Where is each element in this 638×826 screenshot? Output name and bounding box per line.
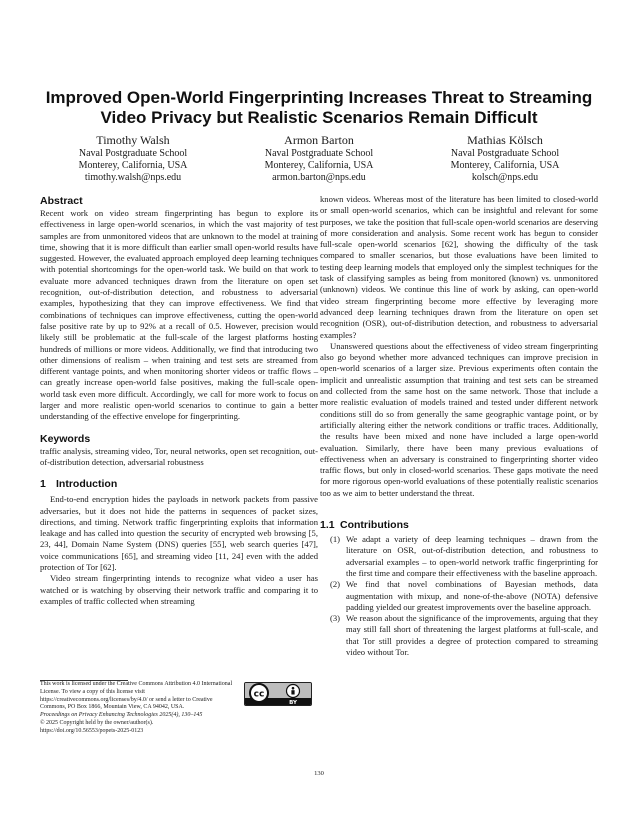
page-number: 130: [314, 770, 324, 777]
proceedings-line: Proceedings on Privacy Enhancing Technologies 2025(4), 130–145: [40, 712, 203, 719]
intro-paragraph-1: End-to-end encryption hides the payloads in network packets from passive adversaries, but it does not hide the patterns in sequences of packet sizes, directions, and timing. Network traffic fingerprinting exploits that information leakage and has called into question the security of encrypted web browsing [5, 23, 44], Domain Name System (DNS) queries [55], web search queries [47], voice communications [65], and streaming video [11, 24] even with the added protection of Tor [62].: [40, 494, 318, 573]
contributions-list: [320, 534, 598, 658]
right-column: [320, 194, 598, 658]
copyright-line: © 2025 Copyright held by the owner/author(s).: [40, 719, 154, 726]
section-title: Introduction: [56, 478, 118, 491]
cc-label: cc: [253, 689, 265, 700]
license-footnote: [40, 680, 318, 736]
list-item-number: (2): [330, 579, 341, 590]
list-item: [320, 579, 598, 613]
cc-by-license-icon: [244, 682, 312, 706]
author-affiliation: Naval Postgraduate School: [450, 148, 560, 159]
intro-paragraph-2: Video stream fingerprinting intends to recognize what video a user has watched or is watching by observing their network traffic and comparing it to examples of traffic collected when streaming: [40, 573, 318, 606]
list-item-text: We adapt a variety of deep learning techniques – drawn from the literature on OSR, out-of-distribution detection, and robustness to adversarial examples – to open-world network traffic fingerprinting for the first time and compare their effectiveness with the baseline approach.: [346, 534, 598, 578]
body-paragraph-2: Unanswered questions about the effectiveness of video stream fingerprinting also go beyond whether more advanced techniques can improve precision in open-world scenarios of a larger size. Previous experiments often contain the implicit and unrealistic assumption that training and test sets can be streamed and collected from the same host on the same network. Those that include a more realistic evaluation of models trained and tested under different network conditions still do so from generally the same geographic vantage point, or by artificially altering either the network conditions or traffic traces. Additionally, the results have been mixed and none have included a large open-world evaluation. Similarly, there have been many previous evaluations of effectiveness when an adversary is constrained to fingerprinting shorter video traffic flows, but only in closed-world scenarios. These gaps motivate the need for more rigorous open-world evaluations of these potentially realistic scenarios too as we aim to better understand the threat.: [320, 340, 598, 498]
section-title: Contributions: [340, 519, 409, 532]
left-column: [40, 194, 318, 607]
abstract-heading: Abstract: [40, 195, 83, 207]
section-number: 1.1: [320, 519, 335, 532]
author-block: [40, 133, 598, 193]
by-label: BY: [289, 700, 297, 705]
author-email: kolsch@nps.edu: [471, 172, 539, 183]
author-2: [226, 133, 412, 184]
author-1: [40, 133, 226, 184]
author-3: [412, 133, 598, 184]
abstract-text: Recent work on video stream fingerprinting has begun to explore its effectiveness in large open-world scenarios, in which the vast majority of test samples are from unmonitored videos that are unknown to the model at training time, showing that it is more difficult than earlier small open-world results have suggested. However, the evaluated approach employed deep learning techniques with potential shortcomings for the open-world task. We build on that work to evaluate more advanced techniques drawn from the literature on open set recognition, out-of-distribution detection, and robustness to adversarial examples, hypothesizing that they can improve effectiveness. We find that combinations of techniques can improve effectiveness, cutting the open-world false positive rate by up to 92% at a recall of 0.5. However, precision would likely still be problematic at the full-scale of the largest platforms hosting hundreds of millions or more videos. Additionally, we find that introducing two other dimensions of realism – when training and test sets are streamed from different vantage points, and when monitoring shorter videos or traffic flows – can greatly increase open-world false positives, making the full-scale open-world task even more difficult. Accordingly, we call for more work to focus on larger and more realistic open-world scenarios to continue to gain a better understanding of the effective envelope for fingerprinting.: [40, 208, 318, 422]
paper-title: Improved Open-World Fingerprinting Increases Threat to Streaming Video Privacy but Realistic Scenarios Remain Difficult: [45, 88, 593, 127]
author-email: armon.barton@nps.edu: [272, 172, 366, 183]
list-item-number: (3): [330, 613, 341, 624]
author-email: timothy.walsh@nps.edu: [84, 172, 182, 183]
author-name: Armon Barton: [284, 133, 354, 147]
contributions-heading: [320, 518, 598, 532]
list-item: [320, 613, 598, 658]
author-location: Monterey, California, USA: [78, 160, 188, 171]
author-affiliation: Naval Postgraduate School: [78, 148, 188, 159]
author-name: Timothy Walsh: [96, 133, 170, 147]
author-affiliation: Naval Postgraduate School: [264, 148, 374, 159]
license-text: This work is licensed under the Creative Commons Attribution 4.0 International License. To view a copy of this license visit https://creativecommons.org/licenses/by/4.0/ or send a letter to Creative Commons, PO Box 1866, Mountain View, CA 94042, USA.: [40, 681, 233, 711]
keywords-heading: Keywords: [40, 432, 91, 445]
list-item: [320, 534, 598, 579]
body-paragraph-1: known videos. Whereas most of the literature has been limited to closed-world or small open-world scenarios, which can be insightful and relevant for some purposes, we take the position that full-scale open-world scenarios are deserving of more consideration and analysis. Some recent work has begun to consider full-scale open-world scenarios [62], showing the difficulty of the task compared to smaller scenarios, but those evaluations have been limited to testing deep learning models that employed only the simplest techniques for the task of classifying samples as being from monitored (known) vs. unmonitored (unknown) videos. We continue this line of work by asking, can open-world video stream fingerprinting become more effective by leveraging more advanced deep learning techniques drawn from the literature on open set recognition (OSR), out-of-distribution detection, and robustness to adversarial examples?: [320, 194, 598, 340]
author-location: Monterey, California, USA: [264, 160, 374, 171]
section-number: 1: [40, 478, 46, 491]
author-location: Monterey, California, USA: [450, 160, 560, 171]
list-item-text: We reason about the significance of the improvements, arguing that they may still fall short of threatening the largest platforms at full-scale, and that Tor still provides a degree of protection compared to streaming video without Tor.: [346, 613, 598, 657]
list-item-text: We find that novel combinations of Bayesian methods, data augmentation with mixup, and none-of-the-above (NOTA) defensive padding yielded our greatest improvements over the baseline approach.: [346, 579, 598, 612]
list-item-number: (1): [330, 534, 341, 545]
doi-link[interactable]: https://doi.org/10.56553/popets-2025-0123: [40, 727, 144, 734]
introduction-heading: [40, 477, 318, 491]
keywords-text: traffic analysis, streaming video, Tor, neural networks, open set recognition, out-of-distribution detection, adversarial robustness: [40, 445, 318, 467]
author-name: Mathias Kölsch: [467, 133, 543, 147]
